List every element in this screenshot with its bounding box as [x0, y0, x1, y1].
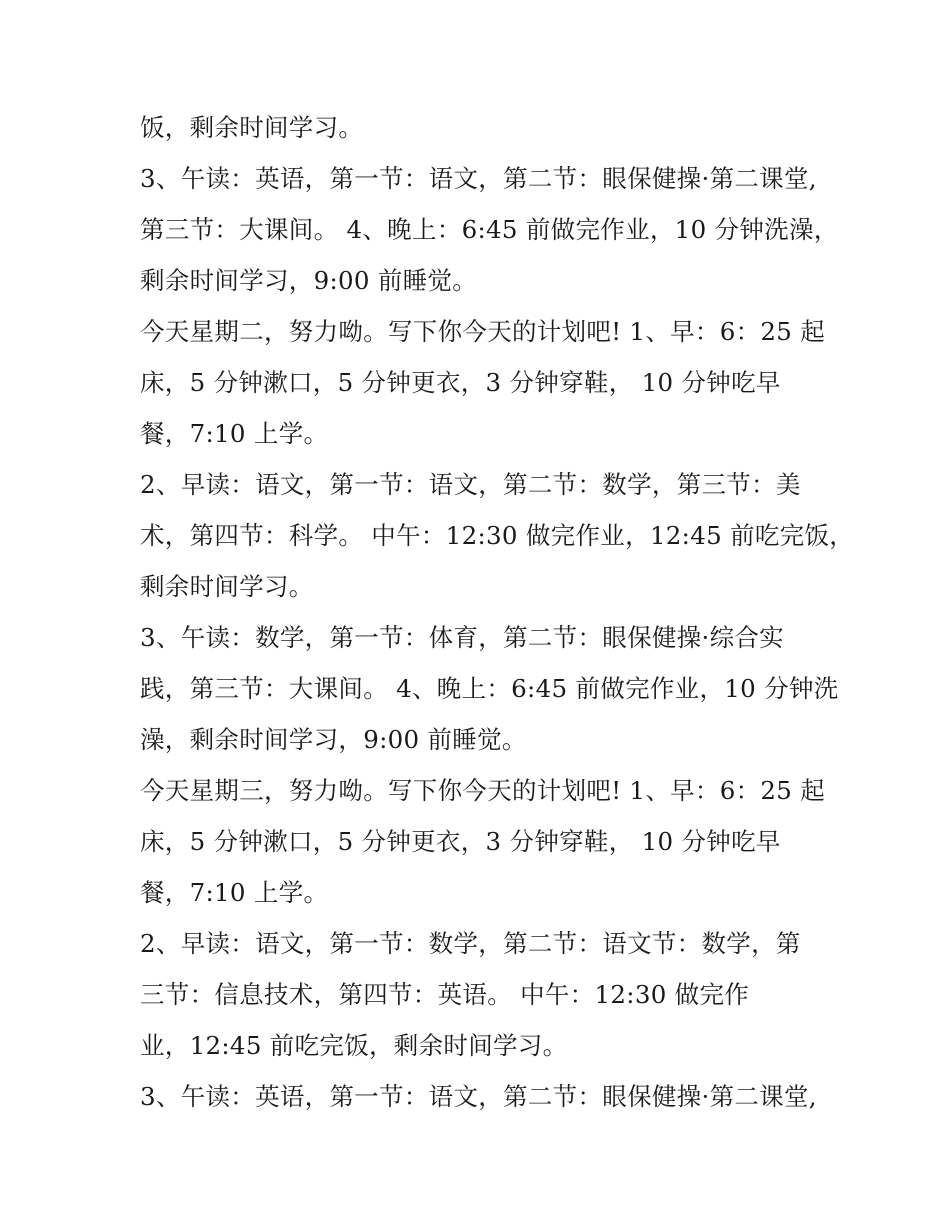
text-line: 剩余时间学习，9:00 前睡觉。	[140, 266, 478, 295]
text-line: 3、午读：英语，第一节：语文，第二节：眼保健操·第二课堂,	[140, 164, 817, 193]
text-line: 2、早读：语文，第一节：数学，第二节：语文节：数学，第	[140, 929, 801, 958]
text-line: 餐，7:10 上学。	[140, 419, 329, 448]
text-line: 餐，7:10 上学。	[140, 878, 329, 907]
text-line: 床，5 分钟漱口，5 分钟更衣，3 分钟穿鞋， 10 分钟吃早	[140, 368, 781, 397]
text-line: 今天星期三，努力呦。写下你今天的计划吧! 1、早：6：25 起	[140, 776, 826, 805]
text-line: 今天星期二，努力呦。写下你今天的计划吧! 1、早：6：25 起	[140, 317, 826, 346]
text-line: 第三节：大课间。 4、晚上：6:45 前做完作业，10 分钟洗澡，	[140, 215, 839, 244]
text-line: 饭，剩余时间学习。	[140, 113, 364, 142]
text-line: 2、早读：语文，第一节：语文，第二节：数学，第三节：美	[140, 470, 801, 499]
text-line: 澡，剩余时间学习，9:00 前睡觉。	[140, 725, 527, 754]
text-line: 3、午读：英语，第一节：语文，第二节：眼保健操·第二课堂,	[140, 1082, 817, 1111]
text-line: 剩余时间学习。	[140, 572, 314, 601]
text-line: 3、午读：数学，第一节：体育，第二节：眼保健操·综合实	[140, 623, 784, 652]
text-line: 三节：信息技术，第四节：英语。 中午：12:30 做完作	[140, 980, 750, 1009]
text-line: 践，第三节：大课间。 4、晚上：6:45 前做完作业，10 分钟洗	[140, 674, 839, 703]
text-line: 术，第四节：科学。 中午：12:30 做完作业，12:45 前吃完饭，	[140, 521, 855, 550]
text-line: 床，5 分钟漱口，5 分钟更衣，3 分钟穿鞋， 10 分钟吃早	[140, 827, 781, 856]
text-line: 业，12:45 前吃完饭，剩余时间学习。	[140, 1031, 568, 1060]
